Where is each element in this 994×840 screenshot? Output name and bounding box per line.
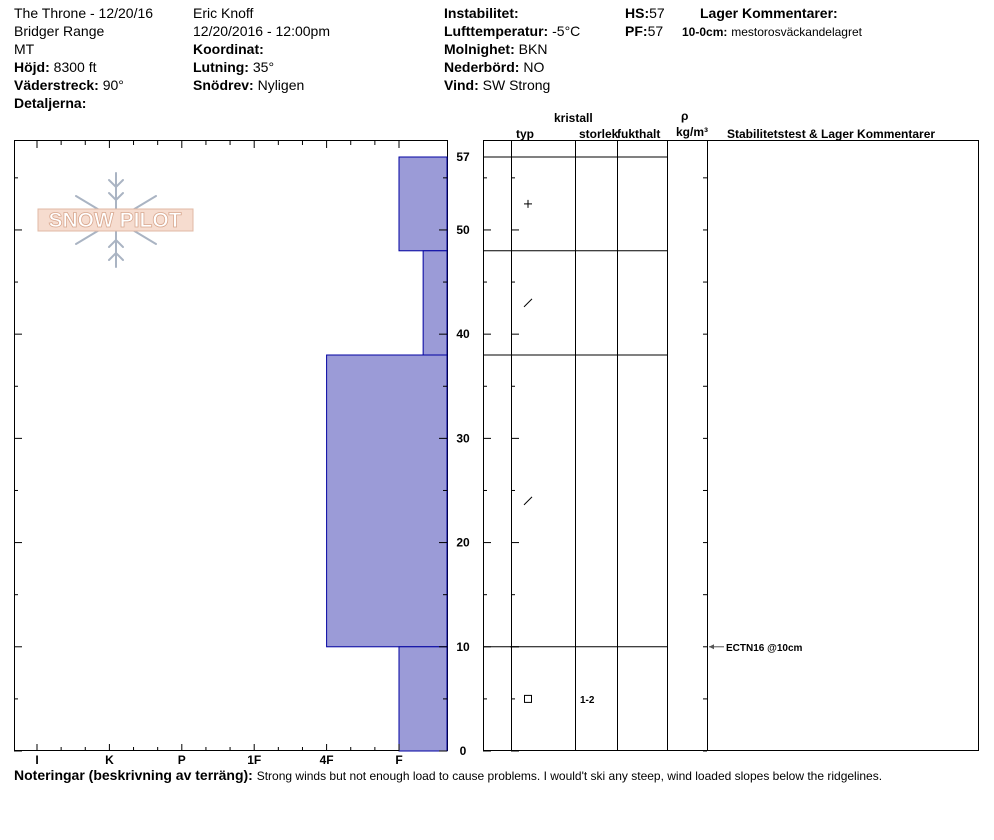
aspect-value: 90° [102,77,124,93]
height-tick-label: 0 [459,744,467,758]
grain-symbol-slash [524,497,532,505]
state-name: MT [14,41,35,57]
coordinate-label: Koordinat: [193,41,264,57]
airtemp-label: Lufttemperatur: [444,23,549,39]
hardness-tick-label: K [105,753,114,767]
height-tick-label: 10 [456,639,470,654]
test-arrow-head [709,644,714,649]
stability-heading: Stabilitetstest & Lager Kommentarer [727,127,936,141]
drift-value: Nyligen [257,77,305,93]
grain-symbol-square [525,695,532,702]
height-tick-label: 20 [456,535,470,550]
hardness-bar [423,251,447,355]
logo-text: SNOW PILOT [48,209,182,232]
type-heading: typ [516,127,534,141]
stability-test-label: ECTN16 @10cm [726,642,803,654]
drift-label: Snödrev: [193,77,254,93]
hs-label: HS: [625,5,650,21]
aspect-label: Väderstreck: [14,77,99,93]
notes-text: Strong winds but not enough load to cause problems. I would't ski any steep, wind loaded slopes below the ridgelines. [256,769,883,783]
layer-table-frame [484,141,979,751]
layer-comment-text: mestorosväckandelagret [731,25,862,39]
stability-tests [510,643,803,654]
site-title: The Throne - 12/20/16 [14,5,154,21]
elevation-value: 8300 ft [53,59,97,75]
hs-value: 57 [649,5,665,21]
sky-value: BKN [518,41,548,57]
layer-comment-range: 10-0cm: [682,25,728,39]
rho-heading: ρ [681,109,689,123]
grain-symbol-slash [524,299,532,307]
hardness-tick-label: 1F [247,753,262,767]
notes-row [14,767,882,783]
elevation-label: Höjd: [14,59,50,75]
observation-datetime: 12/20/2016 - 12:00pm [193,23,330,39]
precip-value: NO [523,59,545,75]
notes-label: Noteringar (beskrivning av terräng): [14,767,253,783]
layer-table [484,140,979,751]
snowpilot-logo [38,173,193,267]
hardness-bar [399,647,447,751]
layer-comments-label: Lager Kommentarer: [700,5,838,21]
range-name: Bridger Range [14,23,105,39]
grain-size-label: 1-2 [580,694,595,706]
hardness-bar [399,157,447,251]
sky-label: Molnighet: [444,41,515,57]
wind-label: Vind: [444,77,479,93]
pf-label: PF: [625,23,648,39]
airtemp-value: -5°C [552,23,581,39]
height-tick-label: 40 [456,327,470,342]
density-unit-heading: kg/m³ [676,125,709,139]
crystal-heading: kristall [554,111,593,125]
height-tick-label: 50 [456,222,470,237]
precip-label: Nederbörd: [444,59,520,75]
hardness-tick-label: 4F [319,753,334,767]
hardness-bars [327,157,447,751]
moisture-heading: fukthalt [617,127,661,141]
hardness-bar [327,355,447,647]
wind-value: SW Strong [482,77,551,93]
details-label: Detaljerna: [14,95,87,111]
slope-label: Lutning: [193,59,249,75]
height-tick-label: 57 [456,150,470,164]
size-heading: storlek [579,127,619,141]
slope-value: 35° [252,59,275,75]
observer-name: Eric Knoff [193,5,254,21]
grain-type-symbols [524,200,595,706]
instability-label: Instabilitet: [444,5,519,21]
hardness-tick-label: I [35,753,39,767]
height-tick-label: 30 [456,431,470,446]
hardness-tick-label: P [177,753,186,767]
hardness-tick-label: F [395,753,403,767]
pf-value: 57 [647,23,664,39]
